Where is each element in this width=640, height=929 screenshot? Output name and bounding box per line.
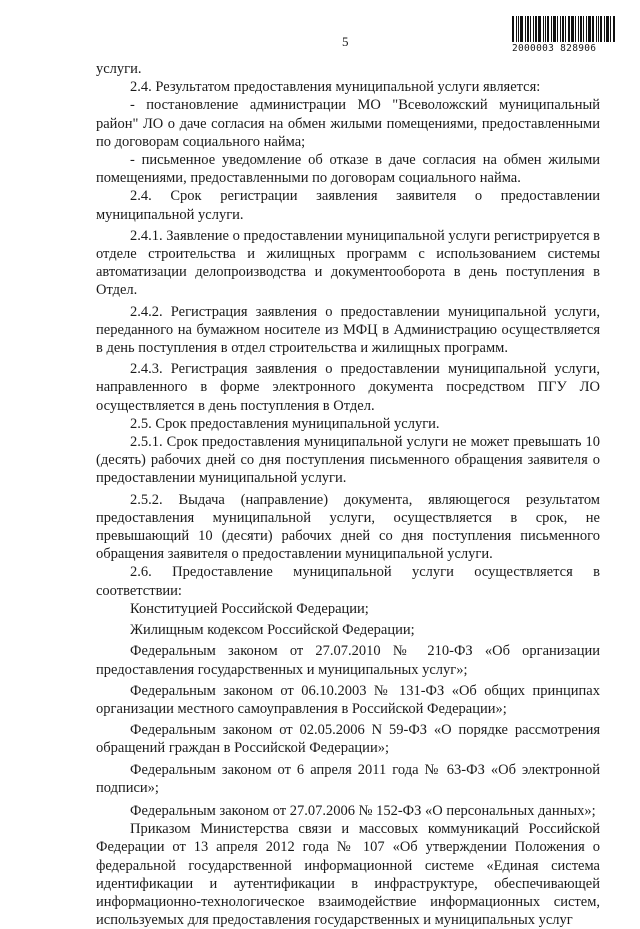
barcode-bar [545, 16, 546, 42]
barcode-bar [527, 16, 529, 42]
paragraph: 2.4. Срок регистрации заявления заявителя о предоставлении муниципальной услуги. [96, 188, 600, 223]
barcode-bar [586, 16, 587, 42]
barcode-bar [588, 16, 591, 42]
paragraph: Приказом Министерства связи и массовых коммуникаций Российской Федерации от 13 апреля 2012 года № 107 «Об утверждении Положения о федеральной государственной информационной системе «Единая система идентификации и аутентификации в инфраструктуре, обеспечивающей информационно-технологическое взаимодействие информационных систем, используемых для предоставления государственных и муниципальных услуг [96, 821, 600, 929]
barcode-bar [553, 16, 556, 42]
page-number: 5 [342, 34, 349, 49]
paragraph: 2.4.1. Заявление о предоставлении муниципальной услуги регистрируется в отделе строительства и жилищных программ с использованием системы автоматизации делопроизводства и документооборота в день поступления в Отдел. [96, 227, 600, 299]
barcode-bar [512, 16, 514, 42]
paragraph: 2.5.2. Выдача (направление) документа, являющегося результатом предоставления муниципальной услуги, осуществляется в срок, не превышающий 10 (десяти) рабочих дней со дня поступления письменного обращения заявителя о предоставлении муниципальной услуги. [96, 491, 600, 563]
barcode-bar [530, 16, 531, 42]
barcode-bar [571, 16, 574, 42]
paragraph: 2.6. Предоставление муниципальной услуги осуществляется в соответствии: [96, 564, 600, 599]
paragraph: 2.4. Результатом предоставления муниципальной услуги является: [130, 79, 541, 96]
barcode-bar [520, 16, 523, 42]
barcode-bar [600, 16, 602, 42]
barcode-bar [562, 16, 564, 42]
barcode [512, 16, 622, 56]
barcode-bar [557, 16, 558, 42]
barcode-bars [512, 16, 622, 42]
paragraph: 2.4.3. Регистрация заявления о предоставлении муниципальной услуги, направленного в форме электронного документа посредством ПГУ ЛО осуществляется в день поступления в Отдел. [96, 361, 600, 414]
paragraph: Федеральным законом от 06.10.2003 № 131-ФЗ «Об общих принципах организации местного самоуправления в Российской Федерации»; [96, 682, 600, 717]
barcode-bar [568, 16, 570, 42]
barcode-bar [535, 16, 537, 42]
paragraph: Федеральным законом от 27.07.2006 № 152-ФЗ «О персональных данных»; [130, 802, 596, 819]
barcode-bar [560, 16, 561, 42]
document-body [96, 60, 600, 929]
barcode-bar [525, 16, 526, 42]
barcode-bar [592, 16, 594, 42]
barcode-bar [583, 16, 584, 42]
paragraph: 2.5.1. Срок предоставления муниципальной услуги не может превышать 10 (десять) рабочих дней со дня поступления письменного обращения заявителя о предоставлении муниципальной услуги. [96, 434, 600, 487]
barcode-bar [516, 16, 517, 42]
paragraph: - постановление администрации МО "Всеволожский муниципальный район" ЛО о даче согласия на обмен жилыми помещениями, предоставленными по договорам социального найма; [96, 97, 600, 150]
barcode-bar [543, 16, 544, 42]
barcode-bar [533, 16, 534, 42]
barcode-bar [610, 16, 611, 42]
paragraph: услуги. [96, 61, 142, 77]
barcode-bar [575, 16, 576, 42]
paragraph: Жилищным кодексом Российской Федерации; [130, 622, 415, 639]
barcode-bar [551, 16, 552, 42]
barcode-bar [613, 16, 615, 42]
barcode-bar [578, 16, 579, 42]
barcode-bar [604, 16, 605, 42]
barcode-bar [596, 16, 597, 42]
paragraph: - письменное уведомление об отказе в даче согласия на обмен жилыми помещениями, предоставленными по договорам социального найма. [96, 152, 600, 187]
paragraph: Федеральным законом от 6 апреля 2011 года № 63-ФЗ «Об электронной подписи»; [96, 761, 600, 796]
barcode-bar [547, 16, 549, 42]
barcode-bar [580, 16, 582, 42]
barcode-bar [606, 16, 609, 42]
paragraph: Федеральным законом от 02.05.2006 N 59-ФЗ «О порядке рассмотрения обращений граждан в Российской Федерации»; [96, 722, 600, 757]
barcode-bar [598, 16, 599, 42]
barcode-bar [565, 16, 566, 42]
paragraph: Федеральным законом от 27.07.2010 № 210-ФЗ «Об организации предоставления государственных и муниципальных услуг»; [96, 643, 600, 678]
barcode-number: 2000003 828906 [512, 43, 597, 54]
barcode-bar [518, 16, 519, 42]
paragraph: Конституцией Российской Федерации; [130, 600, 369, 617]
paragraph: 2.5. Срок предоставления муниципальной услуги. [130, 415, 440, 432]
paragraph: 2.4.2. Регистрация заявления о предоставлении муниципальной услуги, переданного на бумажном носителе из МФЦ в Администрацию осуществляется в день поступления в отдел строительства и жилищных программ. [96, 303, 600, 357]
barcode-bar [538, 16, 541, 42]
